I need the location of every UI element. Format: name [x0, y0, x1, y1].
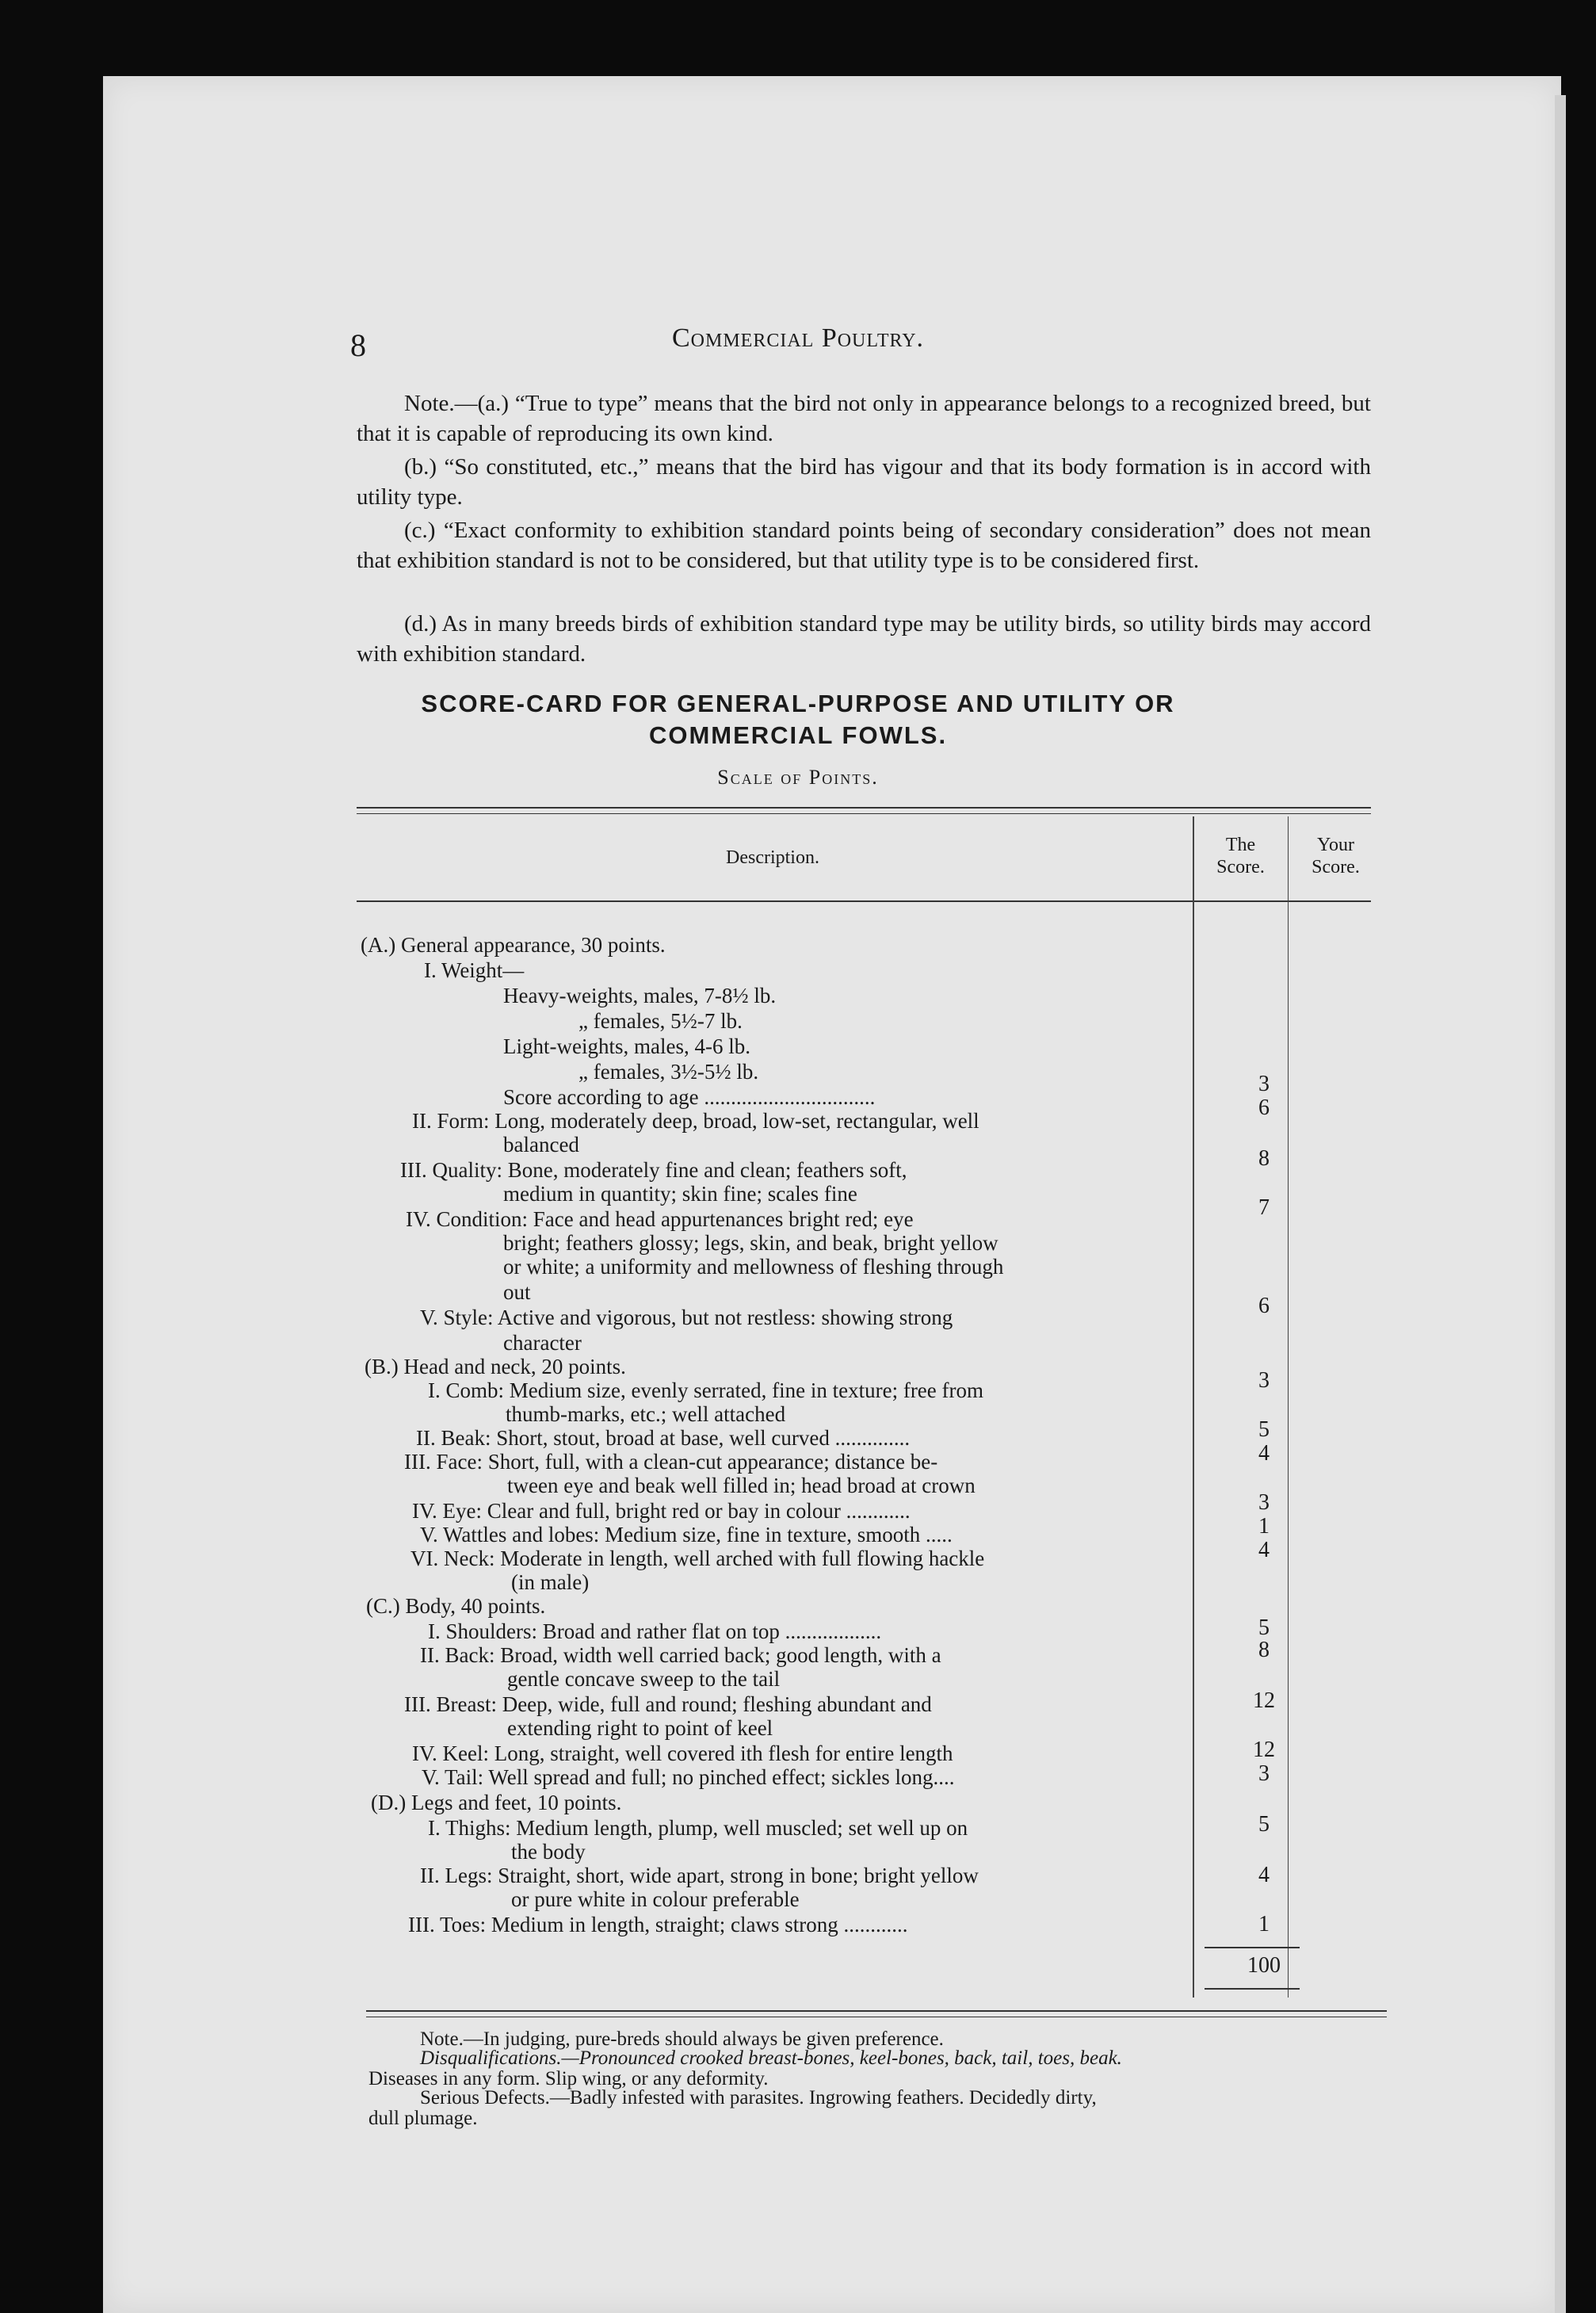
col-header-description: Description.: [726, 847, 819, 868]
row-comb: I. Comb: Medium size, evenly serrated, fine in texture; free from: [428, 1378, 984, 1402]
row-form-cont: balanced: [503, 1133, 579, 1156]
total-rule: [1205, 1947, 1300, 1948]
note-c-text: (c.) “Exact conformity to exhibition standard points being of secondary consideration” does not mean that exhibition standard is not to be considered, but that utility type is to be considered first.: [357, 518, 1371, 573]
running-title: Commercial Poultry.: [671, 323, 925, 353]
row-legs-cont: or pure white in colour preferable: [511, 1887, 800, 1911]
note-d: [357, 609, 1371, 669]
page-number: 8: [350, 327, 366, 363]
score-condition: 7: [1258, 1195, 1270, 1220]
row-beak: II. Beak: Short, stout, broad at base, well curved ..............: [416, 1426, 911, 1450]
score-quality: 8: [1258, 1146, 1270, 1171]
header-rule: [357, 900, 1371, 902]
footer-rule: [366, 2010, 1387, 2012]
score-keel: 12: [1253, 1738, 1275, 1762]
score-legs: 4: [1258, 1863, 1270, 1887]
score-shoulders: 5: [1258, 1615, 1270, 1640]
score-weight: 3: [1258, 1072, 1270, 1096]
table-top-rule: [357, 807, 1371, 809]
section-a: (A.) General appearance, 30 points.: [361, 933, 666, 957]
footer-serious-defects: Serious Defects.—Badly infested with parasites. Ingrowing feathers. Decidedly dirty,: [420, 2087, 1097, 2108]
footer-note: Note.—In judging, pure-breds should always be given preference.: [420, 2028, 944, 2050]
section-b: (B.) Head and neck, 20 points.: [365, 1355, 626, 1378]
footer-disqualifications: Disqualifications.—Pronounced crooked breast-bones, keel-bones, back, tail, toes, beak.: [420, 2047, 1122, 2069]
row-style-cont: character: [503, 1331, 582, 1355]
col-divider-1: [1193, 816, 1194, 1998]
col-header-your-score: [1290, 834, 1381, 878]
row-eye: IV. Eye: Clear and full, bright red or bay in colour ............: [412, 1499, 911, 1523]
score-eye: 3: [1258, 1490, 1270, 1515]
scorecard-title-2: COMMERCIAL FOWLS.: [648, 721, 948, 749]
row-style: V. Style: Active and vigorous, but not restless: showing strong: [420, 1306, 953, 1329]
scorecard-title-1: SCORE-CARD FOR GENERAL-PURPOSE AND UTILITY OR: [421, 690, 1175, 717]
row-toes: III. Toes: Medium in length, straight; claws strong ............: [408, 1913, 908, 1936]
score-total: 100: [1247, 1953, 1281, 1978]
row-score-age: Score according to age ................................: [503, 1085, 876, 1109]
note-d-text: (d.) As in many breeds birds of exhibition standard type may be utility birds, so utility birds may accord with exhibition standard.: [357, 611, 1371, 667]
row-quality: III. Quality: Bone, moderately fine and clean; feathers soft,: [400, 1158, 907, 1182]
row-neck: VI. Neck: Moderate in length, well arched with full flowing hackle: [410, 1546, 985, 1570]
row-thighs: I. Thighs: Medium length, plump, well muscled; set well up on: [428, 1816, 968, 1840]
row-comb-cont: thumb-marks, etc.; well attached: [506, 1402, 786, 1426]
row-face: III. Face: Short, full, with a clean-cut appearance; distance be-: [404, 1450, 938, 1474]
table-top-rule-2: [357, 813, 1371, 814]
row-breast-cont: extending right to point of keel: [507, 1716, 773, 1740]
score-breast: 12: [1253, 1688, 1275, 1713]
row-tail: V. Tail: Well spread and full; no pinched effect; sickles long....: [422, 1765, 955, 1789]
row-weight: I. Weight—: [424, 958, 525, 982]
row-shoulders: I. Shoulders: Broad and rather flat on top ..................: [428, 1619, 882, 1643]
your-score-line2: Score.: [1312, 857, 1360, 877]
row-neck-cont: (in male): [511, 1570, 590, 1594]
page-edge: [1555, 95, 1566, 2313]
score-beak: 5: [1258, 1417, 1270, 1442]
section-c: (C.) Body, 40 points.: [366, 1594, 546, 1618]
row-thighs-cont: the body: [511, 1840, 586, 1864]
note-b: [357, 452, 1371, 512]
note-a: [357, 388, 1371, 449]
score-comb: 3: [1258, 1368, 1270, 1393]
row-legs: II. Legs: Straight, short, wide apart, strong in bone; bright yellow: [420, 1864, 979, 1887]
row-heavy-males: Heavy-weights, males, 7-8½ lb.: [503, 984, 777, 1007]
the-score-line2: Score.: [1216, 857, 1265, 877]
total-rule-bottom: [1205, 1988, 1300, 1990]
row-condition-cont2: or white; a uniformity and mellowness of fleshing through: [503, 1255, 1004, 1279]
row-breast: III. Breast: Deep, wide, full and round; fleshing abundant and: [404, 1692, 932, 1716]
row-condition-cont3: out: [503, 1280, 531, 1304]
row-condition: IV. Condition: Face and head appurtenances bright red; eye: [406, 1207, 914, 1231]
row-form: II. Form: Long, moderately deep, broad, low-set, rectangular, well: [412, 1109, 979, 1133]
score-neck: 4: [1258, 1538, 1270, 1562]
row-wattles: V. Wattles and lobes: Medium size, fine in texture, smooth .....: [420, 1523, 953, 1546]
note-b-text: (b.) “So constituted, etc.,” means that the bird has vigour and that its body formation is in accord with utility type.: [357, 454, 1371, 510]
the-score-line1: The: [1225, 835, 1256, 855]
score-back: 8: [1258, 1638, 1270, 1662]
scorecard-subtitle: Scale of Points.: [717, 766, 879, 789]
col-header-the-score: [1195, 834, 1286, 878]
score-style: 6: [1258, 1294, 1270, 1318]
score-wattles: 1: [1258, 1514, 1270, 1539]
row-heavy-females: „ females, 5½-7 lb.: [578, 1009, 743, 1033]
row-back-cont: gentle concave sweep to the tail: [507, 1667, 781, 1691]
row-back: II. Back: Broad, width well carried back; good length, with a: [420, 1643, 941, 1667]
score-face: 4: [1258, 1441, 1270, 1466]
score-tail: 3: [1258, 1761, 1270, 1786]
row-quality-cont: medium in quantity; skin fine; scales fine: [503, 1182, 857, 1206]
score-toes: 1: [1258, 1912, 1270, 1936]
note-a-text: Note.—(a.) “True to type” means that the bird not only in appearance belongs to a recognized breed, but that it is capable of reproducing its own kind.: [357, 391, 1371, 446]
score-thighs: 5: [1258, 1812, 1270, 1837]
row-face-cont: tween eye and beak well filled in; head broad at crown: [507, 1474, 976, 1497]
note-c: [357, 515, 1371, 575]
row-condition-cont1: bright; feathers glossy; legs, skin, and beak, bright yellow: [503, 1231, 998, 1255]
your-score-line1: Your: [1317, 835, 1354, 855]
footer-diseases: Diseases in any form. Slip wing, or any deformity.: [368, 2068, 769, 2089]
row-light-males: Light-weights, males, 4-6 lb.: [503, 1034, 750, 1058]
footer-dull-plumage: dull plumage.: [368, 2108, 478, 2129]
row-light-females: „ females, 3½-5½ lb.: [578, 1060, 759, 1084]
section-d: (D.) Legs and feet, 10 points.: [371, 1791, 622, 1814]
score-form: 6: [1258, 1095, 1270, 1120]
row-keel: IV. Keel: Long, straight, well covered ith flesh for entire length: [412, 1741, 953, 1765]
